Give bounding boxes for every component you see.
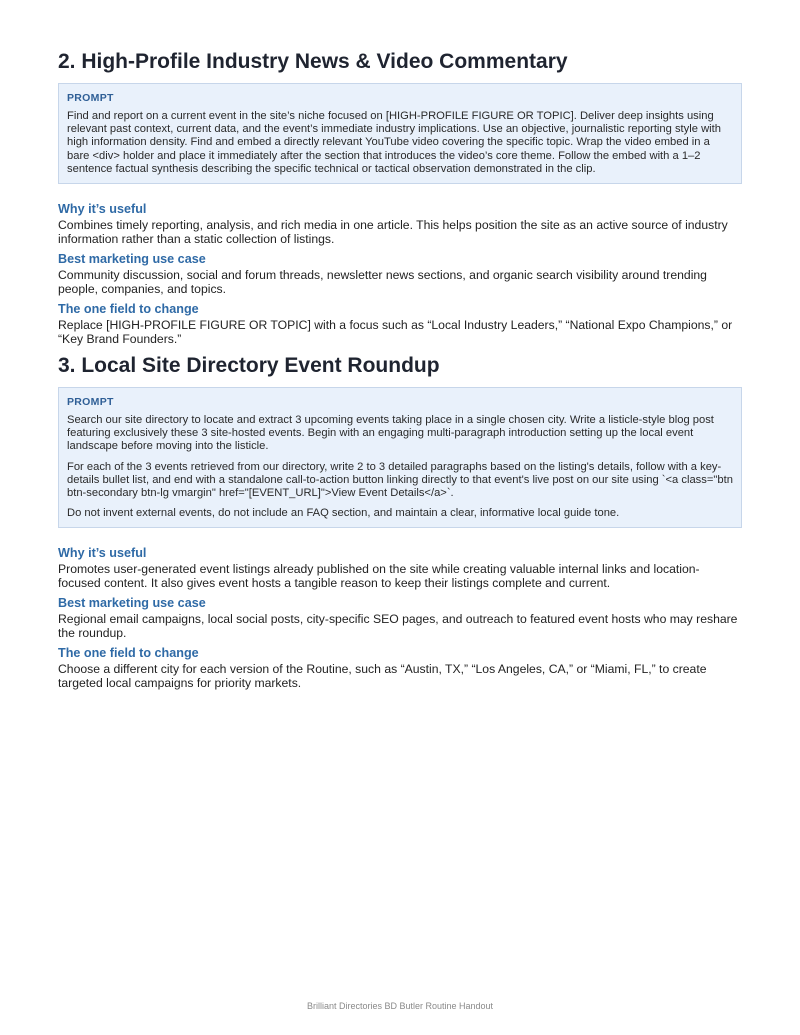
why-useful-text: Promotes user-generated event listings already published on the site while creating valuable internal links and location-focused content. It also gives event hosts a tangible reason to keep their listings complete and current. [58,562,700,591]
why-useful-text: Combines timely reporting, analysis, and rich media in one article. This helps position the site as an active source of industry information rather than a static collection of listings. [58,218,728,247]
section-3-prompt-box [58,387,742,528]
section-3-title: 3. Local Site Directory Event Roundup [58,354,440,378]
page-footer: Brilliant Directories BD Butler Routine Handout [306,1001,494,1011]
field-to-change-heading: The one field to change [58,646,199,661]
handout-page [58,48,742,696]
prompt-label: PROMPT [67,92,114,104]
field-to-change-heading: The one field to change [58,302,199,317]
prompt-label: PROMPT [67,396,114,409]
why-useful-heading: Why it’s useful [58,546,147,561]
section-2-title: 2. High-Profile Industry News & Video Commentary [58,50,568,73]
field-to-change-text: Replace [HIGH-PROFILE FIGURE OR TOPIC] with a focus such as “Local Industry Leaders,” “National Expo Champions,” or “Key Brand Founders.” [58,318,733,347]
best-use-case-text: Community discussion, social and forum threads, newsletter news sections, and organic search visibility around trending people, companies, and topics. [58,268,707,297]
best-use-case-text: Regional email campaigns, local social posts, city-specific SEO pages, and outreach to featured event hosts who may reshare the roundup. [58,612,738,641]
prompt-text: Do not invent external events, do not include an FAQ section, and maintain a clear, informative local guide tone. [67,507,620,520]
best-use-case-heading: Best marketing use case [58,596,206,611]
best-use-case-heading: Best marketing use case [58,252,206,267]
prompt-text: Search our site directory to locate and extract 3 upcoming events taking place in a single chosen city. Write a listicle-style blog post featuring exclusively these 3 site-hosted events. Begin with an engaging multi-paragraph introduction setting up the local event landscape before moving into the listicle. [67,414,714,453]
section-2-prompt-box [58,83,742,184]
prompt-text: Find and report on a current event in the site’s niche focused on [HIGH-PROFILE FIGURE OR TOPIC]. Deliver deep insights using relevant past context, current data, and the event’s immediate industry implications. Use an objective, journalistic reporting style with high information density. Find and embed a directly relevant YouTube video covering the specific topic. Wrap the video embed in a bare <div> holder and place it immediately after the section that introduces the video’s core theme. Follow the embed with a 1–2 sentence factual synthesis describing the specific technical or tactical observation demonstrated in the clip. [67,110,721,175]
why-useful-heading: Why it’s useful [58,202,147,217]
field-to-change-text: Choose a different city for each version of the Routine, such as “Austin, TX,” “Los Angeles, CA,” or “Miami, FL,” to create targeted local campaigns for priority markets. [58,662,707,691]
prompt-text: For each of the 3 events retrieved from our directory, write 2 to 3 detailed paragraphs based on the listing's details, follow with a key-details bullet list, and end with a standalone call-to-action button linking directly to that event's live post on our site using `<a class="btn btn-secondary btn-lg vmargin" href="[EVENT_URL]">View Event Details</a>`. [67,460,733,500]
